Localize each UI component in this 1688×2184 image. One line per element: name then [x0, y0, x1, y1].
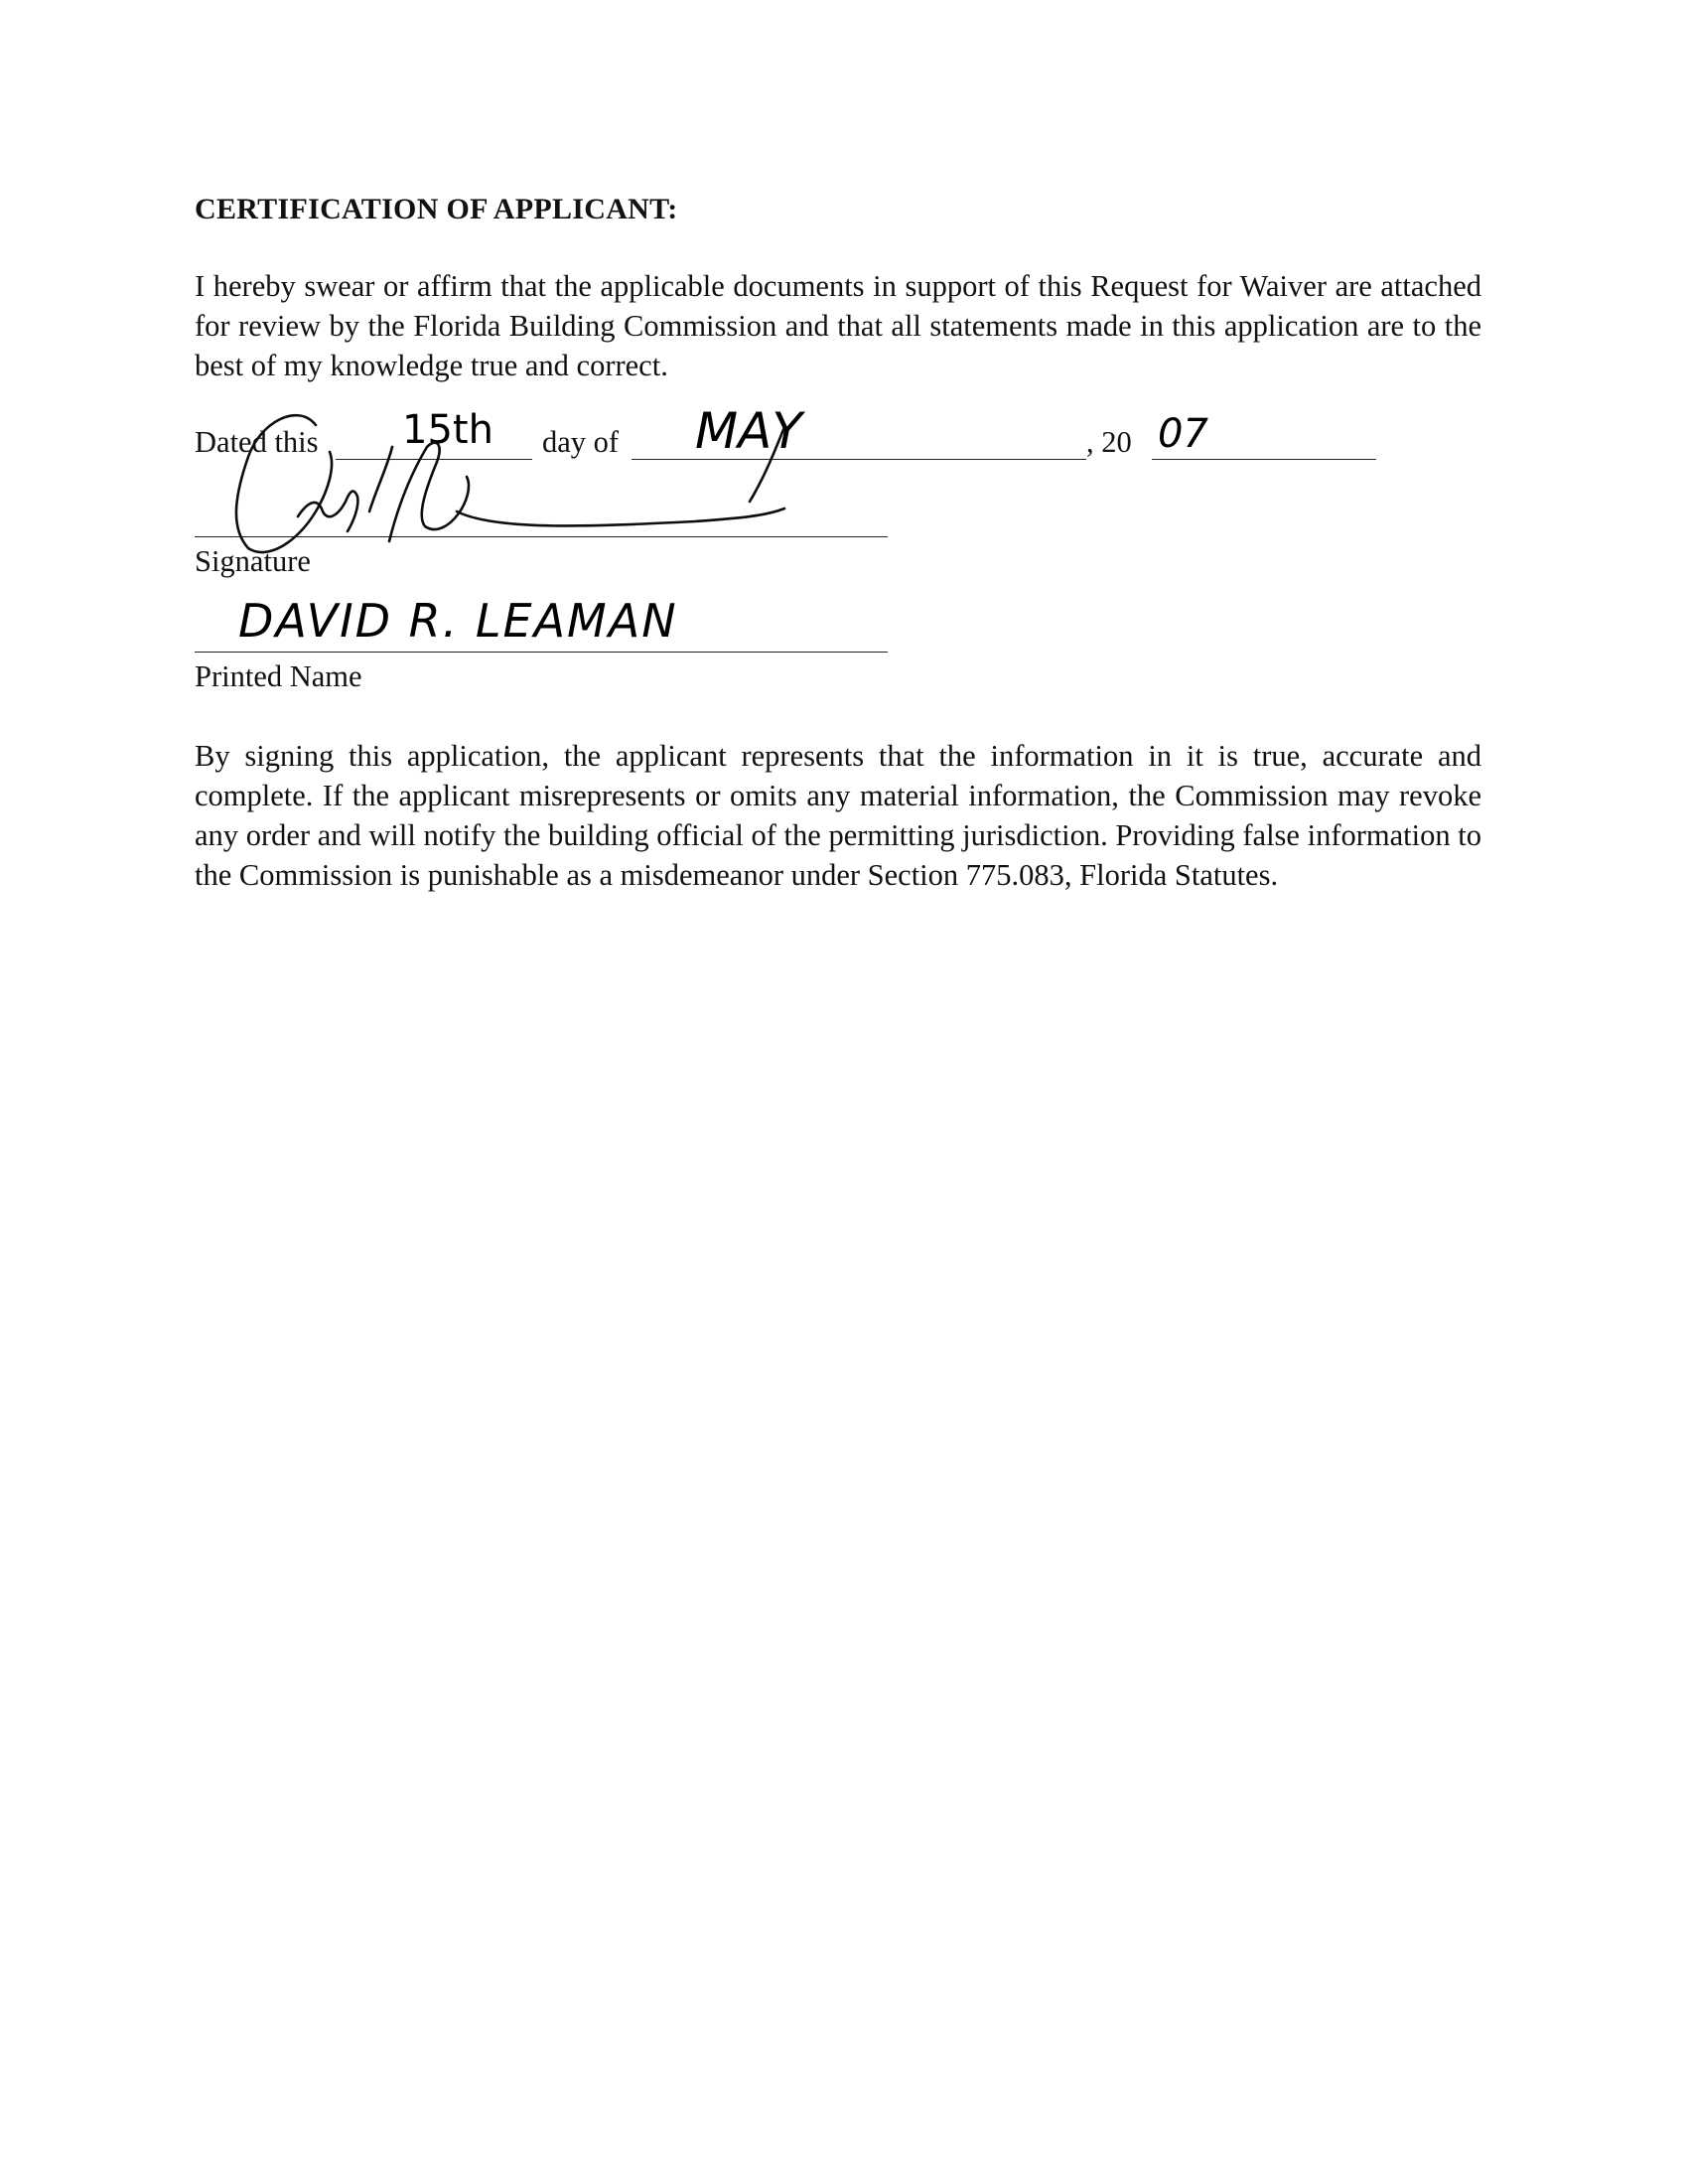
signature-underline: [195, 536, 888, 537]
day-of-label: day of: [542, 425, 620, 459]
disclaimer-paragraph: By signing this application, the applicant represents that the information in it is true, accurate and complete. If the applicant misrepresents or omits any material information, the Commission may revoke any order and will notify the building official of the permitting jurisdiction. Providing false information to the Commission is punishable as a misdemeanor under Section 775.083, Florida Statutes.: [195, 739, 1481, 892]
certification-heading: CERTIFICATION OF APPLICANT:: [195, 193, 678, 225]
signature-label: Signature: [195, 544, 311, 578]
year-underline: [1152, 459, 1376, 460]
handwritten-day: 15th: [402, 407, 493, 453]
affirmation-statement: I hereby swear or affirm that the applicable documents in support of this Request for Waiver are attached for review by the Florida Building Commission and that all statements made in this application are to the best of my knowledge true and correct.: [195, 269, 1481, 382]
printed-name-underline: [195, 652, 888, 653]
printed-name-label: Printed Name: [195, 659, 362, 693]
handwritten-month: MAY: [695, 402, 802, 460]
handwritten-printed-name: DAVID R. LEAMAN: [238, 594, 678, 648]
handwritten-year: 07: [1158, 411, 1208, 457]
day-underline: [336, 459, 532, 460]
dated-this-label: Dated this: [195, 425, 319, 459]
year-prefix-label: , 20: [1086, 425, 1132, 459]
